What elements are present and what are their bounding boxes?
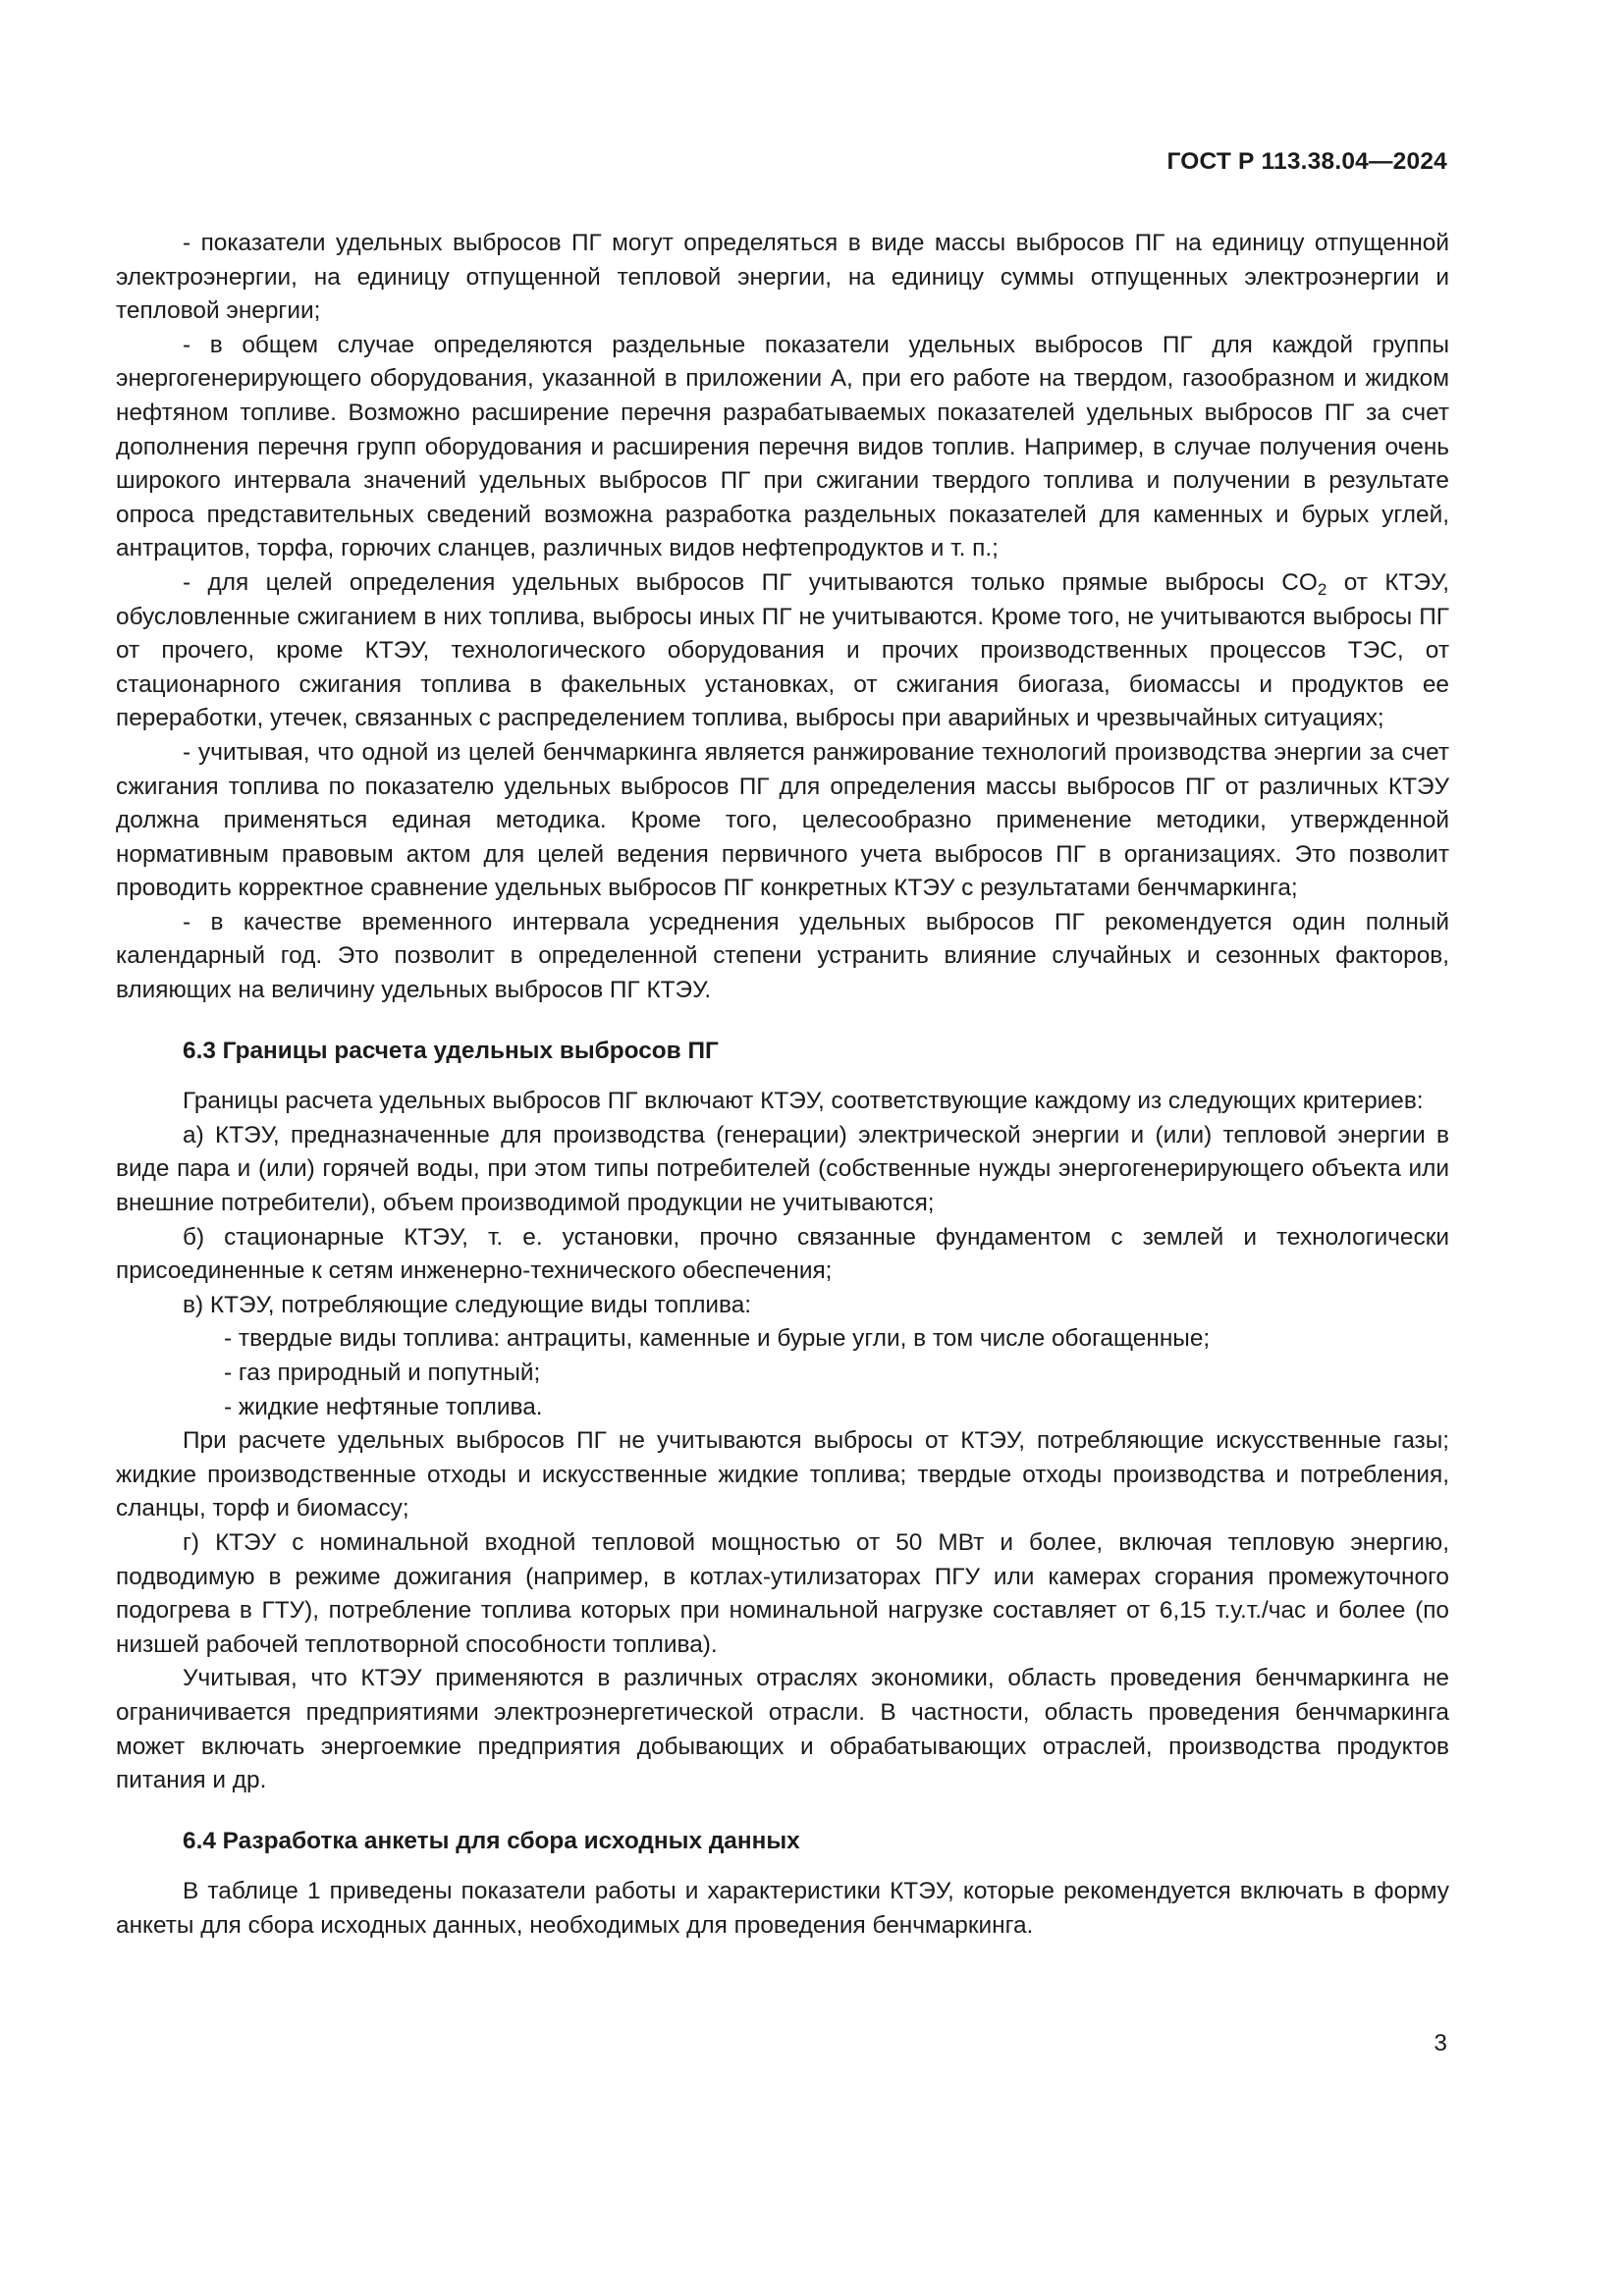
co2-subscript: 2 [1317, 579, 1327, 599]
paragraph-separate-indicators: - в общем случае определяются раздельные показатели удельных выбросов ПГ для каждой группы энергогенерирующего оборудования, указанной в приложении А, при его работе на твердом, газообразном и жидком нефтяном топливе. Возможно расширение перечня разрабатываемых показателей удельных выбросов ПГ за счет дополнения перечня групп оборудования и расширения перечня видов топлив. Например, в случае получения очень широкого интервала значений удельных выбросов ПГ при сжигании твердого топлива и получении в результате опроса представительных сведений возможна разработка раздельных показателей для каменных и бурых углей, антрацитов, торфа, горючих сланцев, различных видов нефтепродуктов и т. п.; [116, 331, 1449, 562]
document-number-header: ГОСТ Р 113.38.04—2024 [1166, 148, 1447, 175]
paragraph-direct-emissions-part1: - для целей определения удельных выбросов ПГ учитываются только прямые выбросы CO [183, 568, 1318, 596]
criterion-b: б) стационарные КТЭУ, т. е. установки, прочно связанные фундаментом с землей и технологически присоединенные к сетям инженерно-технического обеспечения; [116, 1223, 1449, 1285]
page-number: 3 [1434, 2030, 1447, 2056]
fuel-item-gas: - газ природный и попутный; [224, 1360, 541, 1386]
paragraph-direct-emissions [116, 566, 1449, 736]
criterion-a: а) КТЭУ, предназначенные для производства (генерации) электрической энергии и (или) тепловой энергии в виде пара и (или) горячей воды, при этом типы потребителей (собственные нужды энергогенерирующего объекта или внешние потребители), объем производимой продукции не учитываются; [116, 1121, 1449, 1217]
fuel-item-liquid: - жидкие нефтяные топлива. [224, 1393, 543, 1420]
criterion-g: г) КТЭУ с номинальной входной тепловой мощностью от 50 МВт и более, включая тепловую энергию, подводимую в режиме дожигания (например, в котлах-утилизаторах ПГУ или камерах сгорания промежуточного подогрева в ГТУ), потребление топлива которых при номинальной нагрузке составляет от 6,15 т.у.т./час и более (по низшей рабочей теплотворной способности топлива). [116, 1528, 1449, 1658]
paragraph-direct-emissions-part2: от КТЭУ, обусловленные сжиганием в них топлива, выбросы иных ПГ не учитываются. Кроме того, не учитываются выбросы ПГ от прочего, кроме КТЭУ, технологического оборудования и прочих производственных процессов ТЭС, от стационарного сжигания топлива в факельных установках, от сжигания биогаза, биомассы и продуктов ее переработки, утечек, связанных с распределением топлива, выбросы при аварийных и чрезвычайных ситуациях; [116, 568, 1449, 732]
section-6-4-text: В таблице 1 приведены показатели работы и характеристики КТЭУ, которые рекомендуется включать в форму анкеты для сбора исходных данных, необходимых для проведения бенчмаркинга. [116, 1878, 1449, 1939]
section-6-4-heading: 6.4 Разработка анкеты для сбора исходных данных [183, 1827, 800, 1854]
paragraph-averaging-interval: - в качестве временного интервала усреднения удельных выбросов ПГ рекомендуется один полный календарный год. Это позволит в определенной степени устранить влияние случайных и сезонных факторов, влияющих на величину удельных выбросов ПГ КТЭУ. [116, 908, 1449, 1004]
criterion-v: в) КТЭУ, потребляющие следующие виды топлива: [183, 1291, 752, 1318]
section-6-3-intro: Границы расчета удельных выбросов ПГ включают КТЭУ, соответствующие каждому из следующих критериев: [183, 1088, 1424, 1115]
document-body [116, 227, 1449, 1944]
paragraph-indicator-mass: - показатели удельных выбросов ПГ могут определяться в виде массы выбросов ПГ на единицу отпущенной электроэнергии, на единицу отпущенной тепловой энергии, на единицу суммы отпущенных электроэнергии и тепловой энергии; [116, 230, 1449, 325]
exclusion-paragraph: При расчете удельных выбросов ПГ не учитываются выбросы от КТЭУ, потребляющие искусственные газы; жидкие производственные отходы и искусственные жидкие топлива; твердые отходы производства и потребления, сланцы, торф и биомассу; [116, 1427, 1449, 1522]
fuel-item-solid: - твердые виды топлива: антрациты, каменные и бурые угли, в том числе обогащенные; [224, 1325, 1211, 1353]
section-6-3-heading: 6.3 Границы расчета удельных выбросов ПГ [183, 1037, 719, 1064]
paragraph-unified-method: - учитывая, что одной из целей бенчмаркинга является ранжирование технологий производства энергии за счет сжигания топлива по показателю удельных выбросов ПГ для определения массы выбросов ПГ от различных КТЭУ должна применяться единая методика. Кроме того, целесообразно применение методики, утвержденной нормативным правовым актом для целей ведения первичного учета выбросов ПГ в организациях. Это позволит проводить корректное сравнение удельных выбросов ПГ конкретных КТЭУ с результатами бенчмаркинга; [116, 738, 1449, 902]
scope-paragraph: Учитывая, что КТЭУ применяются в различных отраслях экономики, область проведения бенчмаркинга не ограничивается предприятиями электроэнергетической отрасли. В частности, область проведения бенчмаркинга может включать энергоемкие предприятия добывающих и обрабатывающих отраслей, производства продуктов питания и др. [116, 1665, 1449, 1794]
